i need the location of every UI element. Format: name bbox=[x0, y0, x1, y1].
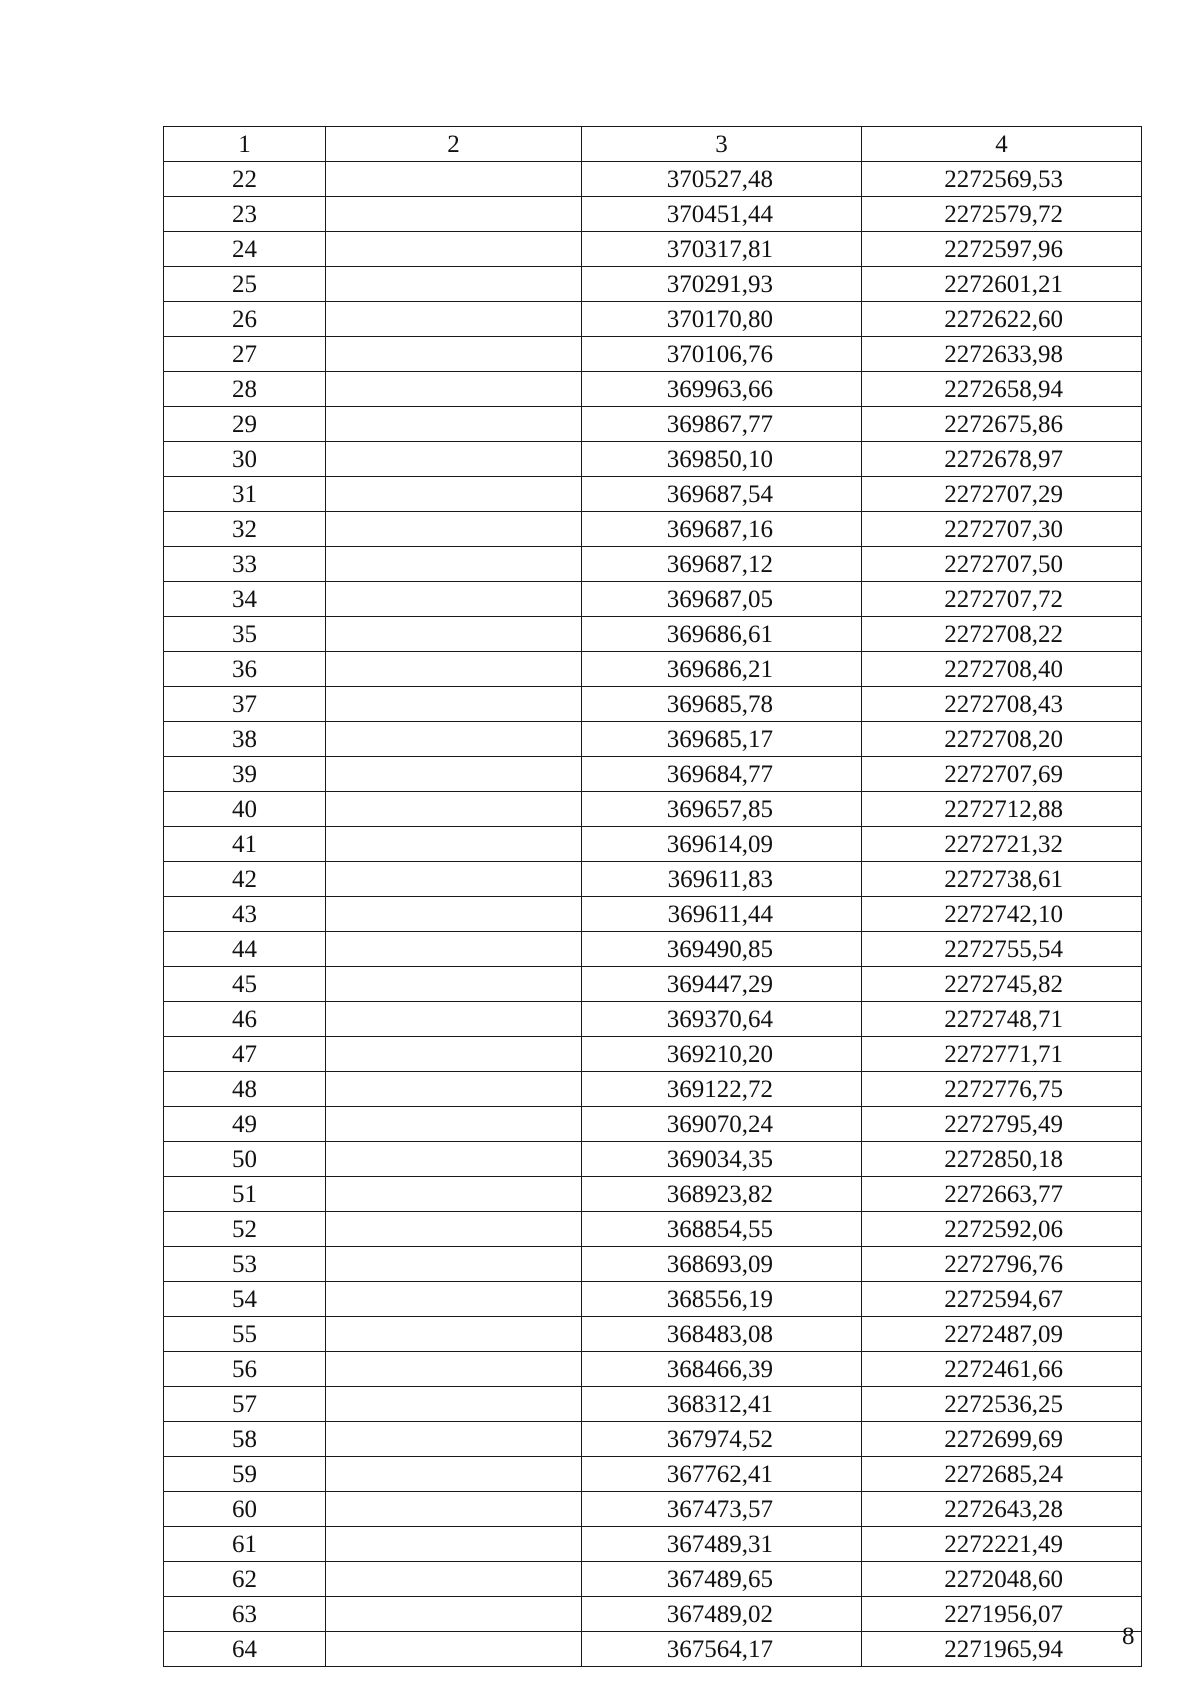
description-cell bbox=[326, 862, 582, 897]
description-cell bbox=[326, 1492, 582, 1527]
description-cell bbox=[326, 407, 582, 442]
y-coordinate-cell: 2272597,96 bbox=[862, 232, 1142, 267]
y-coordinate-cell: 2272536,25 bbox=[862, 1387, 1142, 1422]
y-coordinate-cell: 2272699,69 bbox=[862, 1422, 1142, 1457]
y-coordinate-cell: 2272745,82 bbox=[862, 967, 1142, 1002]
description-cell bbox=[326, 1632, 582, 1667]
x-coordinate-cell: 370170,80 bbox=[582, 302, 862, 337]
y-coordinate-cell: 2272675,86 bbox=[862, 407, 1142, 442]
table-row bbox=[164, 1562, 1142, 1597]
table-row bbox=[164, 407, 1142, 442]
description-cell bbox=[326, 1422, 582, 1457]
y-coordinate-cell: 2272663,77 bbox=[862, 1177, 1142, 1212]
description-cell bbox=[326, 1352, 582, 1387]
row-number-cell: 45 bbox=[164, 967, 326, 1002]
description-cell bbox=[326, 652, 582, 687]
description-cell bbox=[326, 1177, 582, 1212]
table-row bbox=[164, 897, 1142, 932]
table-row bbox=[164, 1387, 1142, 1422]
y-coordinate-cell: 2271965,94 bbox=[862, 1632, 1142, 1667]
description-cell bbox=[326, 757, 582, 792]
table-row bbox=[164, 862, 1142, 897]
y-coordinate-cell: 2272776,75 bbox=[862, 1072, 1142, 1107]
row-number-cell: 52 bbox=[164, 1212, 326, 1247]
description-cell bbox=[326, 897, 582, 932]
x-coordinate-cell: 368854,55 bbox=[582, 1212, 862, 1247]
y-coordinate-cell: 2272461,66 bbox=[862, 1352, 1142, 1387]
y-coordinate-cell: 2272742,10 bbox=[862, 897, 1142, 932]
table-row bbox=[164, 1527, 1142, 1562]
description-cell bbox=[326, 512, 582, 547]
table-row bbox=[164, 547, 1142, 582]
x-coordinate-cell: 368312,41 bbox=[582, 1387, 862, 1422]
description-cell bbox=[326, 1317, 582, 1352]
x-coordinate-cell: 368466,39 bbox=[582, 1352, 862, 1387]
y-coordinate-cell: 2272748,71 bbox=[862, 1002, 1142, 1037]
description-cell bbox=[326, 337, 582, 372]
table-row bbox=[164, 337, 1142, 372]
row-number-cell: 48 bbox=[164, 1072, 326, 1107]
x-coordinate-cell: 367489,02 bbox=[582, 1597, 862, 1632]
row-number-cell: 35 bbox=[164, 617, 326, 652]
description-cell bbox=[326, 1002, 582, 1037]
row-number-cell: 47 bbox=[164, 1037, 326, 1072]
x-coordinate-cell: 369687,54 bbox=[582, 477, 862, 512]
description-cell bbox=[326, 1527, 582, 1562]
y-coordinate-cell: 2272707,29 bbox=[862, 477, 1142, 512]
row-number-cell: 62 bbox=[164, 1562, 326, 1597]
row-number-cell: 34 bbox=[164, 582, 326, 617]
row-number-cell: 42 bbox=[164, 862, 326, 897]
y-coordinate-cell: 2272712,88 bbox=[862, 792, 1142, 827]
table-row bbox=[164, 477, 1142, 512]
table-row bbox=[164, 1142, 1142, 1177]
table-row bbox=[164, 1072, 1142, 1107]
row-number-cell: 59 bbox=[164, 1457, 326, 1492]
description-cell bbox=[326, 547, 582, 582]
table-row bbox=[164, 302, 1142, 337]
row-number-cell: 56 bbox=[164, 1352, 326, 1387]
table-row bbox=[164, 232, 1142, 267]
row-number-cell: 51 bbox=[164, 1177, 326, 1212]
y-coordinate-cell: 2272708,22 bbox=[862, 617, 1142, 652]
x-coordinate-cell: 369611,83 bbox=[582, 862, 862, 897]
description-cell bbox=[326, 1037, 582, 1072]
y-coordinate-cell: 2272755,54 bbox=[862, 932, 1142, 967]
row-number-cell: 50 bbox=[164, 1142, 326, 1177]
row-number-cell: 30 bbox=[164, 442, 326, 477]
x-coordinate-cell: 369850,10 bbox=[582, 442, 862, 477]
row-number-cell: 22 bbox=[164, 162, 326, 197]
table-row bbox=[164, 722, 1142, 757]
y-coordinate-cell: 2272678,97 bbox=[862, 442, 1142, 477]
row-number-cell: 40 bbox=[164, 792, 326, 827]
y-coordinate-cell: 2272707,30 bbox=[862, 512, 1142, 547]
y-coordinate-cell: 2272771,71 bbox=[862, 1037, 1142, 1072]
y-coordinate-cell: 2272685,24 bbox=[862, 1457, 1142, 1492]
description-cell bbox=[326, 1562, 582, 1597]
y-coordinate-cell: 2272048,60 bbox=[862, 1562, 1142, 1597]
x-coordinate-cell: 368923,82 bbox=[582, 1177, 862, 1212]
table-row bbox=[164, 1352, 1142, 1387]
description-cell bbox=[326, 302, 582, 337]
y-coordinate-cell: 2272707,50 bbox=[862, 547, 1142, 582]
x-coordinate-cell: 369684,77 bbox=[582, 757, 862, 792]
description-cell bbox=[326, 1457, 582, 1492]
description-cell bbox=[326, 1597, 582, 1632]
description-cell bbox=[326, 1212, 582, 1247]
description-cell bbox=[326, 197, 582, 232]
row-number-cell: 37 bbox=[164, 687, 326, 722]
x-coordinate-cell: 370451,44 bbox=[582, 197, 862, 232]
y-coordinate-cell: 2272795,49 bbox=[862, 1107, 1142, 1142]
table-row bbox=[164, 792, 1142, 827]
y-coordinate-cell: 2272221,49 bbox=[862, 1527, 1142, 1562]
table-body bbox=[164, 162, 1142, 1667]
row-number-cell: 61 bbox=[164, 1527, 326, 1562]
description-cell bbox=[326, 827, 582, 862]
description-cell bbox=[326, 477, 582, 512]
table-row bbox=[164, 1492, 1142, 1527]
row-number-cell: 46 bbox=[164, 1002, 326, 1037]
description-cell bbox=[326, 687, 582, 722]
table-row bbox=[164, 1107, 1142, 1142]
table-row bbox=[164, 1212, 1142, 1247]
x-coordinate-cell: 369614,09 bbox=[582, 827, 862, 862]
row-number-cell: 32 bbox=[164, 512, 326, 547]
row-number-cell: 28 bbox=[164, 372, 326, 407]
row-number-cell: 53 bbox=[164, 1247, 326, 1282]
y-coordinate-cell: 2272707,72 bbox=[862, 582, 1142, 617]
table-row bbox=[164, 1037, 1142, 1072]
row-number-cell: 27 bbox=[164, 337, 326, 372]
y-coordinate-cell: 2272796,76 bbox=[862, 1247, 1142, 1282]
table-row bbox=[164, 267, 1142, 302]
table-row bbox=[164, 1317, 1142, 1352]
table-row bbox=[164, 1597, 1142, 1632]
description-cell bbox=[326, 967, 582, 1002]
row-number-cell: 54 bbox=[164, 1282, 326, 1317]
table-row bbox=[164, 967, 1142, 1002]
table-row bbox=[164, 652, 1142, 687]
description-cell bbox=[326, 162, 582, 197]
y-coordinate-cell: 2272708,20 bbox=[862, 722, 1142, 757]
x-coordinate-cell: 369122,72 bbox=[582, 1072, 862, 1107]
y-coordinate-cell: 2272601,21 bbox=[862, 267, 1142, 302]
x-coordinate-cell: 369686,61 bbox=[582, 617, 862, 652]
x-coordinate-cell: 367473,57 bbox=[582, 1492, 862, 1527]
x-coordinate-cell: 370527,48 bbox=[582, 162, 862, 197]
y-coordinate-cell: 2272708,40 bbox=[862, 652, 1142, 687]
y-coordinate-cell: 2272569,53 bbox=[862, 162, 1142, 197]
description-cell bbox=[326, 722, 582, 757]
x-coordinate-cell: 367974,52 bbox=[582, 1422, 862, 1457]
header-cell-1: 1 bbox=[164, 127, 326, 162]
row-number-cell: 36 bbox=[164, 652, 326, 687]
x-coordinate-cell: 369034,35 bbox=[582, 1142, 862, 1177]
x-coordinate-cell: 368693,09 bbox=[582, 1247, 862, 1282]
header-cell-4: 4 bbox=[862, 127, 1142, 162]
page-number: 8 bbox=[1122, 1623, 1135, 1650]
row-number-cell: 39 bbox=[164, 757, 326, 792]
description-cell bbox=[326, 232, 582, 267]
x-coordinate-cell: 369687,05 bbox=[582, 582, 862, 617]
table-row bbox=[164, 372, 1142, 407]
table-row bbox=[164, 442, 1142, 477]
row-number-cell: 57 bbox=[164, 1387, 326, 1422]
y-coordinate-cell: 2272708,43 bbox=[862, 687, 1142, 722]
y-coordinate-cell: 2272622,60 bbox=[862, 302, 1142, 337]
x-coordinate-cell: 369686,21 bbox=[582, 652, 862, 687]
table-row bbox=[164, 1177, 1142, 1212]
table-row bbox=[164, 1457, 1142, 1492]
x-coordinate-cell: 369657,85 bbox=[582, 792, 862, 827]
y-coordinate-cell: 2272592,06 bbox=[862, 1212, 1142, 1247]
row-number-cell: 43 bbox=[164, 897, 326, 932]
y-coordinate-cell: 2272487,09 bbox=[862, 1317, 1142, 1352]
y-coordinate-cell: 2272850,18 bbox=[862, 1142, 1142, 1177]
row-number-cell: 26 bbox=[164, 302, 326, 337]
header-cell-2: 2 bbox=[326, 127, 582, 162]
description-cell bbox=[326, 1387, 582, 1422]
table-row bbox=[164, 827, 1142, 862]
x-coordinate-cell: 368556,19 bbox=[582, 1282, 862, 1317]
x-coordinate-cell: 370317,81 bbox=[582, 232, 862, 267]
x-coordinate-cell: 369685,17 bbox=[582, 722, 862, 757]
y-coordinate-cell: 2272643,28 bbox=[862, 1492, 1142, 1527]
description-cell bbox=[326, 267, 582, 302]
table-row bbox=[164, 932, 1142, 967]
x-coordinate-cell: 369447,29 bbox=[582, 967, 862, 1002]
y-coordinate-cell: 2272633,98 bbox=[862, 337, 1142, 372]
y-coordinate-cell: 2272738,61 bbox=[862, 862, 1142, 897]
table-row bbox=[164, 1282, 1142, 1317]
table-row bbox=[164, 582, 1142, 617]
description-cell bbox=[326, 372, 582, 407]
y-coordinate-cell: 2272579,72 bbox=[862, 197, 1142, 232]
table-row bbox=[164, 1422, 1142, 1457]
description-cell bbox=[326, 442, 582, 477]
row-number-cell: 29 bbox=[164, 407, 326, 442]
row-number-cell: 63 bbox=[164, 1597, 326, 1632]
description-cell bbox=[326, 1282, 582, 1317]
description-cell bbox=[326, 617, 582, 652]
coordinates-table bbox=[163, 126, 1142, 1667]
row-number-cell: 41 bbox=[164, 827, 326, 862]
table-row bbox=[164, 197, 1142, 232]
x-coordinate-cell: 370291,93 bbox=[582, 267, 862, 302]
x-coordinate-cell: 369370,64 bbox=[582, 1002, 862, 1037]
row-number-cell: 31 bbox=[164, 477, 326, 512]
row-number-cell: 49 bbox=[164, 1107, 326, 1142]
row-number-cell: 44 bbox=[164, 932, 326, 967]
description-cell bbox=[326, 1142, 582, 1177]
y-coordinate-cell: 2272594,67 bbox=[862, 1282, 1142, 1317]
x-coordinate-cell: 369687,16 bbox=[582, 512, 862, 547]
x-coordinate-cell: 369611,44 bbox=[582, 897, 862, 932]
header-cell-3: 3 bbox=[582, 127, 862, 162]
table-row bbox=[164, 1247, 1142, 1282]
table-row bbox=[164, 162, 1142, 197]
table-row bbox=[164, 1632, 1142, 1667]
row-number-cell: 60 bbox=[164, 1492, 326, 1527]
description-cell bbox=[326, 582, 582, 617]
row-number-cell: 58 bbox=[164, 1422, 326, 1457]
table-row bbox=[164, 512, 1142, 547]
x-coordinate-cell: 369687,12 bbox=[582, 547, 862, 582]
description-cell bbox=[326, 932, 582, 967]
x-coordinate-cell: 369867,77 bbox=[582, 407, 862, 442]
table-header bbox=[164, 127, 1142, 162]
table-row bbox=[164, 1002, 1142, 1037]
x-coordinate-cell: 369490,85 bbox=[582, 932, 862, 967]
header-row bbox=[164, 127, 1142, 162]
description-cell bbox=[326, 1072, 582, 1107]
x-coordinate-cell: 367762,41 bbox=[582, 1457, 862, 1492]
row-number-cell: 24 bbox=[164, 232, 326, 267]
table-row bbox=[164, 757, 1142, 792]
row-number-cell: 23 bbox=[164, 197, 326, 232]
table-row bbox=[164, 687, 1142, 722]
y-coordinate-cell: 2271956,07 bbox=[862, 1597, 1142, 1632]
row-number-cell: 38 bbox=[164, 722, 326, 757]
x-coordinate-cell: 369685,78 bbox=[582, 687, 862, 722]
x-coordinate-cell: 369070,24 bbox=[582, 1107, 862, 1142]
row-number-cell: 55 bbox=[164, 1317, 326, 1352]
x-coordinate-cell: 367489,31 bbox=[582, 1527, 862, 1562]
row-number-cell: 25 bbox=[164, 267, 326, 302]
x-coordinate-cell: 367489,65 bbox=[582, 1562, 862, 1597]
x-coordinate-cell: 370106,76 bbox=[582, 337, 862, 372]
y-coordinate-cell: 2272658,94 bbox=[862, 372, 1142, 407]
description-cell bbox=[326, 792, 582, 827]
row-number-cell: 64 bbox=[164, 1632, 326, 1667]
y-coordinate-cell: 2272707,69 bbox=[862, 757, 1142, 792]
description-cell bbox=[326, 1107, 582, 1142]
y-coordinate-cell: 2272721,32 bbox=[862, 827, 1142, 862]
table-row bbox=[164, 617, 1142, 652]
x-coordinate-cell: 369210,20 bbox=[582, 1037, 862, 1072]
description-cell bbox=[326, 1247, 582, 1282]
x-coordinate-cell: 368483,08 bbox=[582, 1317, 862, 1352]
x-coordinate-cell: 367564,17 bbox=[582, 1632, 862, 1667]
x-coordinate-cell: 369963,66 bbox=[582, 372, 862, 407]
row-number-cell: 33 bbox=[164, 547, 326, 582]
